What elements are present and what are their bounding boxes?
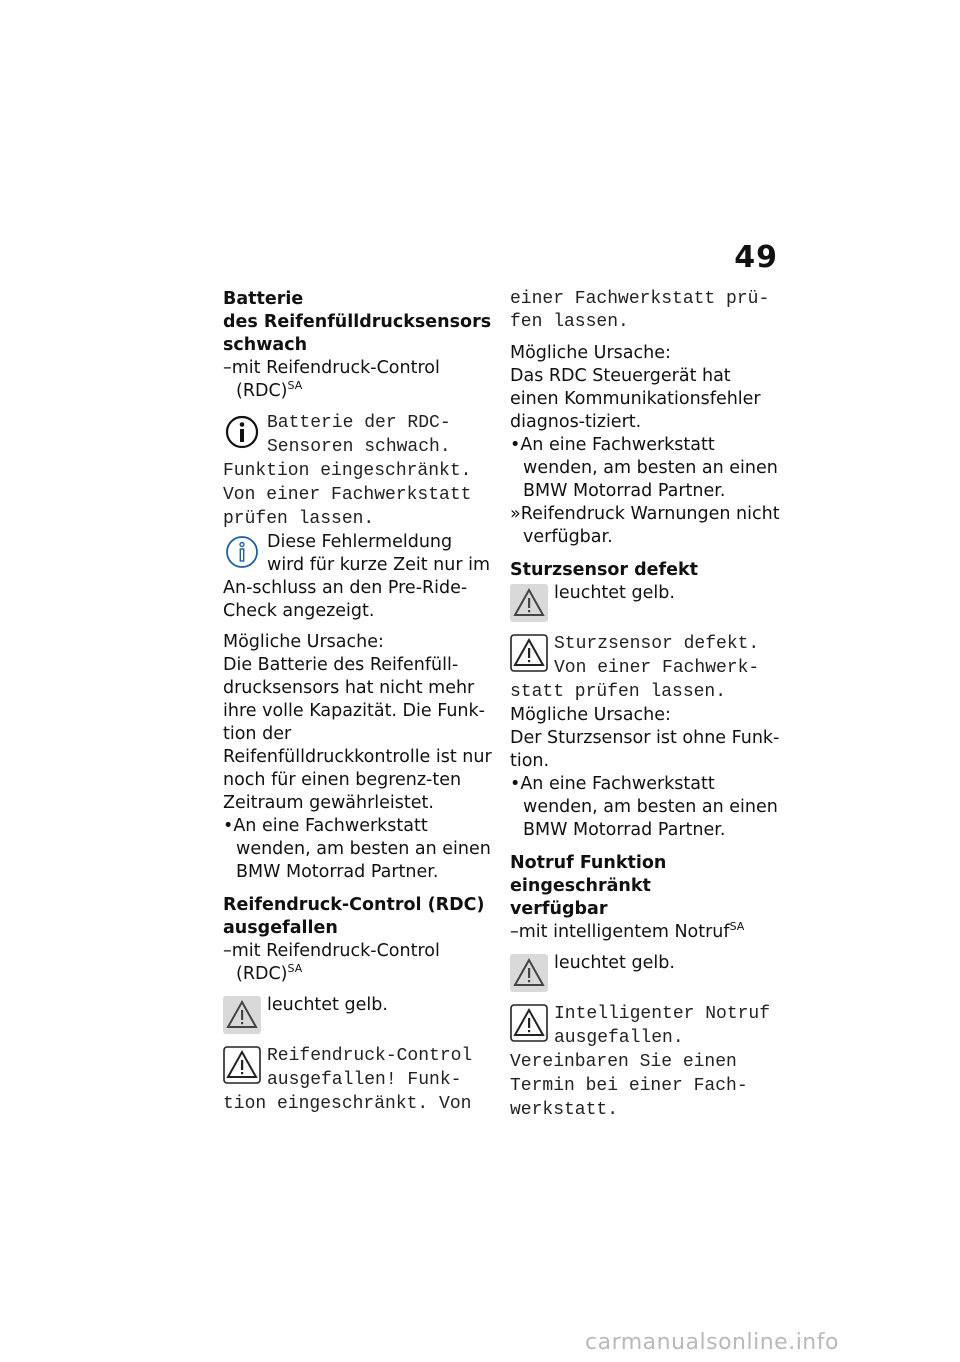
warning-triangle-outline-icon [223, 1046, 261, 1084]
warning-triangle-outline-icon [510, 1004, 548, 1042]
cause-label: Mögliche Ursache: [510, 343, 671, 363]
section-title-fall-sensor: Sturzsensor defekt [510, 560, 699, 580]
display-message-text: Reifendruck-Control ausgefallen! Funk-tion eingeschränkt. Von [223, 1046, 473, 1114]
condition-text: –mit intelligentem Notruf [510, 922, 730, 942]
section-title-rdc-failed [223, 894, 493, 940]
emergency-display-message [510, 1002, 780, 1122]
page-number: 49 [734, 240, 778, 275]
light-status-text: leuchtet gelb. [267, 995, 388, 1015]
info-note-text: Diese Fehlermeldung wird für kurze Zeit nur im An-schluss an den Pre-Ride-Check angezeigt. [223, 532, 491, 621]
light-status-text: leuchtet gelb. [554, 583, 675, 603]
condition-text: –mit Reifendruck-Control (RDC) [223, 358, 440, 401]
title-line: des Reifenfülldrucksensors [223, 312, 492, 332]
battery-display-message [223, 411, 493, 531]
sa-superscript: SA [287, 379, 303, 393]
info-icon [223, 413, 261, 451]
rdc-display-message [223, 1044, 493, 1116]
fall-sensor-warning-light [510, 582, 780, 624]
cause-label: Mögliche Ursache: [510, 705, 671, 725]
display-message-text: Sturzsensor defekt. Von einer Fachwerk-statt prüfen lassen. [510, 634, 760, 702]
display-message-continuation: einer Fachwerkstatt prü-fen lassen. [510, 289, 770, 332]
title-line: Batterie [223, 289, 304, 309]
condition-rdc [223, 940, 493, 986]
title-line: Notruf Funktion eingeschränkt [510, 853, 667, 896]
section-title-emergency-call [510, 852, 780, 921]
fall-sensor-display-message [510, 632, 780, 704]
cause-text: Das RDC Steuergerät hat einen Kommunikationsfehler diagnos-tiziert. [510, 366, 761, 432]
warning-triangle-filled-icon [510, 584, 548, 622]
watermark: carmanualsonline.info [585, 1330, 839, 1355]
sa-superscript: SA [287, 962, 303, 976]
battery-info-note [223, 531, 493, 623]
right-column [510, 288, 780, 1122]
result-line: »Reifendruck Warnungen nicht verfügbar. [510, 504, 780, 547]
title-line: ausgefallen [223, 918, 338, 938]
sa-superscript: SA [729, 920, 745, 934]
action-bullet: •An eine Fachwerkstatt wenden, am besten an einen BMW Motorrad Partner. [510, 435, 778, 501]
warning-triangle-outline-icon [510, 634, 548, 672]
display-message-text: Intelligenter Notruf ausgefallen. Vereinbaren Sie einen Termin bei einer Fach-werkstatt. [510, 1004, 771, 1120]
rdc-warning-light [223, 994, 493, 1036]
info-outline-icon [223, 533, 261, 571]
action-bullet: •An eine Fachwerkstatt wenden, am besten an einen BMW Motorrad Partner. [223, 816, 491, 882]
action-bullet: •An eine Fachwerkstatt wenden, am besten an einen BMW Motorrad Partner. [510, 774, 778, 840]
cause-label: Mögliche Ursache: [223, 632, 384, 652]
warning-triangle-filled-icon [510, 954, 548, 992]
light-status-text: leuchtet gelb. [554, 953, 675, 973]
emergency-warning-light [510, 952, 780, 994]
cause-text: Die Batterie des Reifenfüll-drucksensors hat nicht mehr ihre volle Kapazität. Die Funk-tion der Reifenfülldruckkontrolle ist nur noch für einen begrenz-ten Zeitraum gewährleistet. [223, 655, 492, 813]
section-title-battery [223, 288, 493, 357]
cause-text: Der Sturzsensor ist ohne Funk-tion. [510, 728, 780, 771]
condition-rdc [223, 357, 493, 403]
title-line: Reifendruck-Control (RDC) [223, 895, 485, 915]
left-column [223, 288, 493, 1116]
title-line: schwach [223, 335, 308, 355]
condition-emergency-call [510, 921, 780, 944]
warning-triangle-filled-icon [223, 996, 261, 1034]
condition-text: –mit Reifendruck-Control (RDC) [223, 941, 440, 984]
display-message-text: Batterie der RDC-Sensoren schwach. Funktion eingeschränkt. Von einer Fachwerkstatt prüfen lassen. [223, 413, 472, 529]
title-line: verfügbar [510, 899, 608, 919]
